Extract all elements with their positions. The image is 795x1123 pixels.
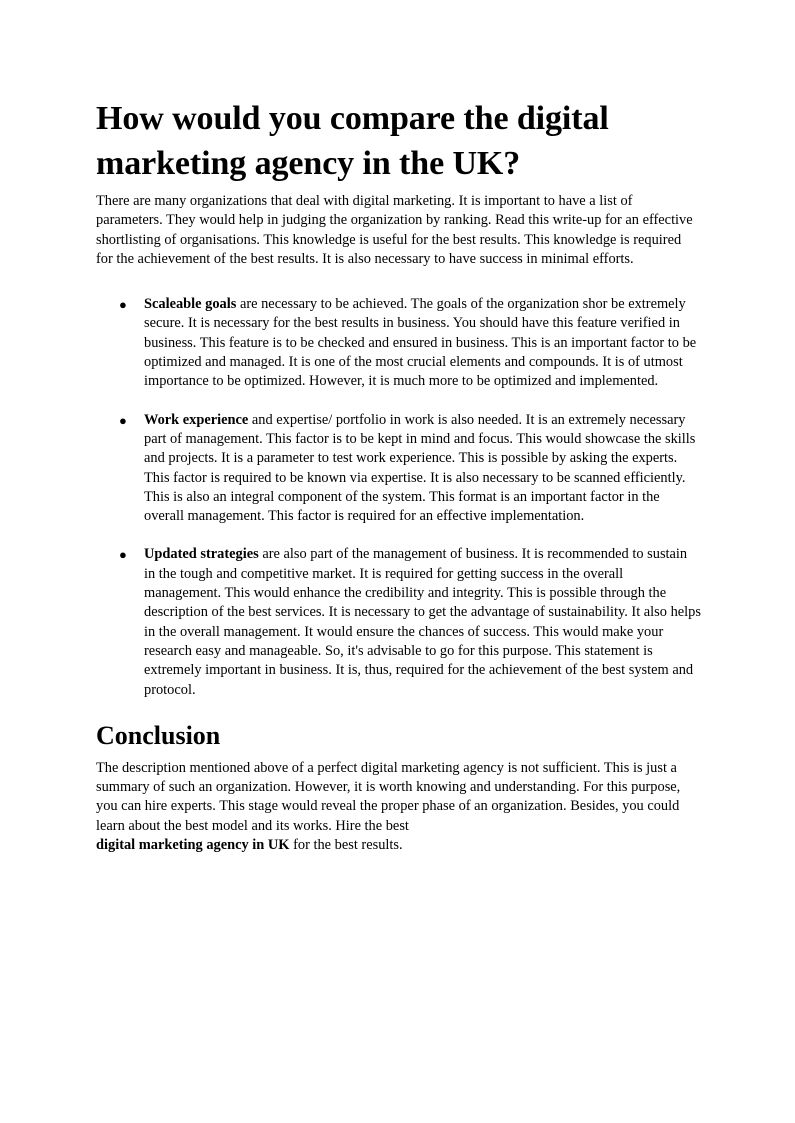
bullet-item-updated-strategies <box>96 545 701 699</box>
bullet-dot-icon: ● <box>119 297 127 313</box>
page-title: How would you compare the digital marketing agency in the UK? <box>96 100 609 182</box>
bullet-term: Work experience <box>144 411 249 428</box>
bullet-item-work-experience <box>96 411 701 527</box>
bullet-text: and expertise/ portfolio in work is also needed. It is an extremely necessary part of management. This factor is to be kept in mind and focus. This would showcase the skills and projects. It is a parameter to test work experience. This is possible by asking the experts. This factor is required to be known via expertise. It is also necessary to be scanned efficiently. This is also an integral component of the system. This format is an important factor in the overall management. This factor is required for an effective implementation. <box>144 411 696 525</box>
conclusion-tail: for the best results. <box>289 837 403 854</box>
bullet-dot-icon: ● <box>119 547 127 563</box>
bullet-list <box>96 295 701 700</box>
conclusion-text: The description mentioned above of a perfect digital marketing agency is not sufficient. This is just a summary of such an organization. However, it is worth knowing and understanding. For this purpose, you can hire experts. This stage would reveal the proper phase of an organization. Besides, you could learn about the best model and its works. Hire the best <box>96 759 681 834</box>
conclusion-heading: Conclusion <box>96 720 221 750</box>
bullet-item-scaleable-goals <box>96 295 701 391</box>
bullet-dot-icon: ● <box>119 412 127 428</box>
intro-paragraph: There are many organizations that deal with digital marketing. It is important to have a list of parameters. They would help in judging the organization by ranking. Read this write-up for an effective shortlisting of organisations. This knowledge is useful for the best results. This knowledge is required for the achievement of the best results. It is also necessary to have success in minimal efforts. <box>96 193 693 267</box>
bullet-text: are also part of the management of business. It is recommended to sustain in the tough and competitive market. It is required for getting success in the overall management. This would enhance the credibility and integrity. This is possible through the description of the best services. It is necessary to get the advantage of sustainability. It also helps in the overall management. It would ensure the chances of success. This would make your research easy and manageable. So, it's advisable to go for this purpose. This statement is extremely important in business. It is, thus, required for the achievement of the best system and protocol. <box>144 546 701 698</box>
bullet-term: Scaleable goals <box>144 296 237 313</box>
conclusion-paragraph <box>96 759 701 855</box>
document-page <box>96 96 701 855</box>
bullet-text: are necessary to be achieved. The goals of the organization shor be extremely secure. It is necessary for the best results in business. You should have this feature verified in business. This feature is to be checked and ensured in business. This is an important factor to be optimized and managed. It is one of the most crucial elements and compounds. It is of utmost importance to be optimized. However, it is much more to be optimized and implemented. <box>144 296 697 390</box>
conclusion-bold-link-text: digital marketing agency in UK <box>96 837 290 854</box>
bullet-term: Updated strategies <box>144 546 259 563</box>
